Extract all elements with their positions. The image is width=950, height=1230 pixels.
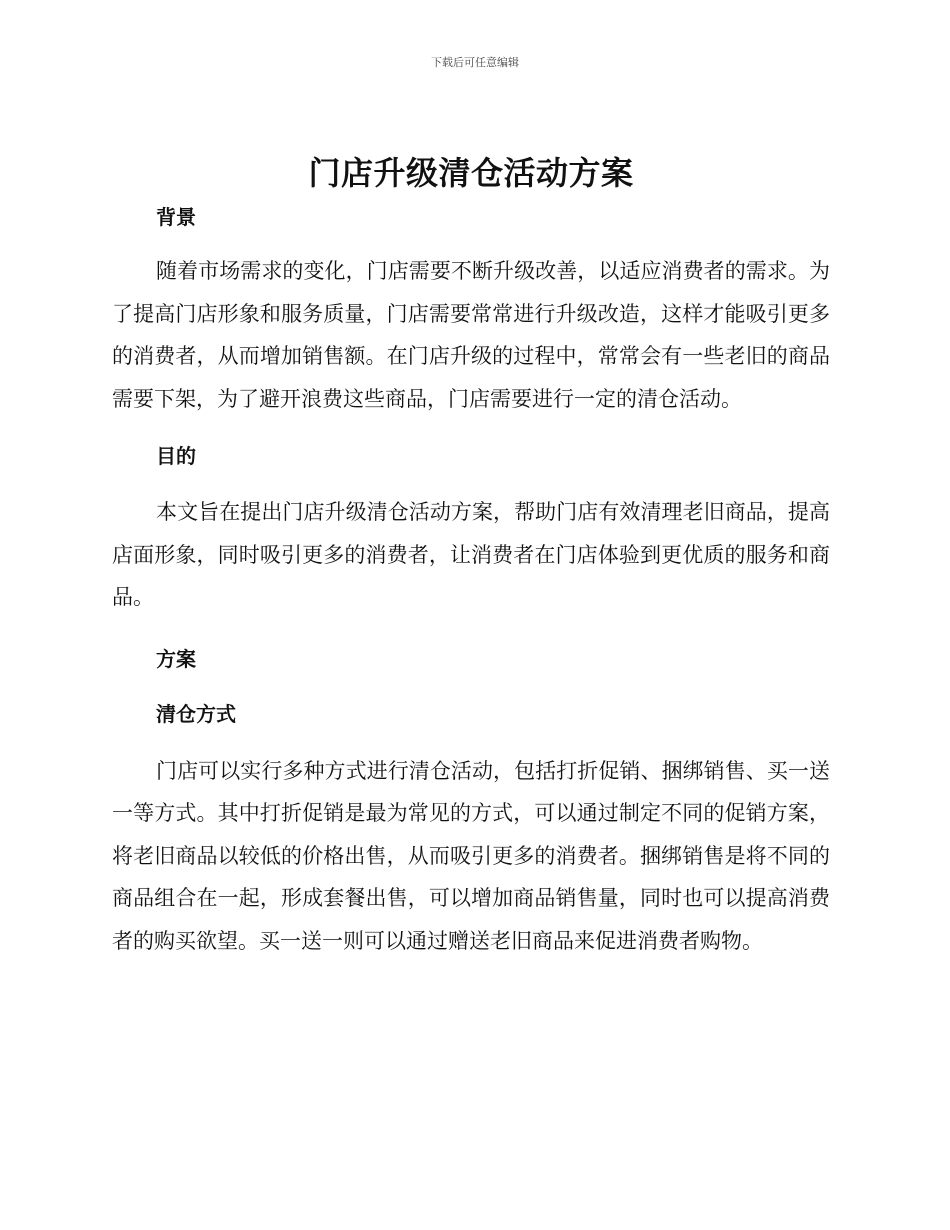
section-heading-purpose: 目的	[156, 444, 196, 468]
paragraph-purpose: 本文旨在提出门店升级清仓活动方案，帮助门店有效清理老旧商品，提高店面形象，同时吸引更多的消费者，让消费者在门店体验到更优质的服务和商品。	[112, 500, 830, 609]
document-title: 门店升级清仓活动方案	[308, 154, 634, 192]
section-heading-background: 背景	[156, 205, 196, 229]
document-body	[112, 150, 830, 962]
section-heading-method: 清仓方式	[156, 701, 236, 726]
paragraph-method: 门店可以实行多种方式进行清仓活动，包括打折促销、捆绑销售、买一送一等方式。其中打折促销是最为常见的方式，可以通过制定不同的促销方案，将老旧商品以较低的价格出售，从而吸引更多的消费者。捆绑销售是将不同的商品组合在一起，形成套餐出售，可以增加商品销售量，同时也可以提高消费者的购买欲望。买一送一则可以通过赠送老旧商品来促进消费者购物。	[112, 758, 830, 953]
header-note: 下载后可任意编辑	[431, 56, 519, 69]
paragraph-background: 随着市场需求的变化，门店需要不断升级改善，以适应消费者的需求。为了提高门店形象和服务质量，门店需要常常进行升级改造，这样才能吸引更多的消费者，从而增加销售额。在门店升级的过程中，常常会有一些老旧的商品需要下架，为了避开浪费这些商品，门店需要进行一定的清仓活动。	[112, 259, 830, 411]
section-heading-plan: 方案	[156, 646, 196, 671]
